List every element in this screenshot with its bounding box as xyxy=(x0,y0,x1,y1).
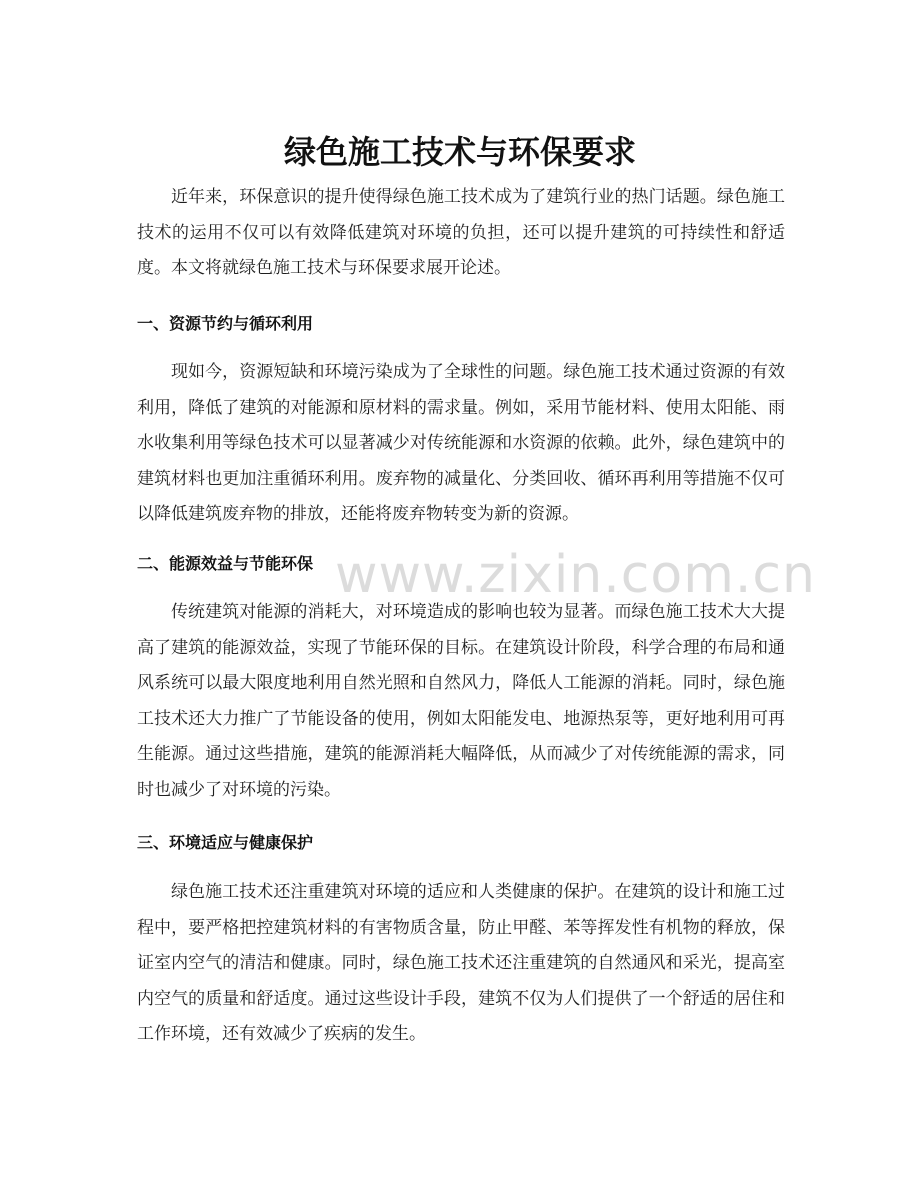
section-body-health: 绿色施工技术还注重建筑对环境的适应和人类健康的保护。在建筑的设计和施工过程中，要严格把控建筑材料的有害物质含量，防止甲醛、苯等挥发性有机物的释放，保证室内空气的清洁和健康。同时，绿色施工技术还注重建筑的自然通风和采光，提高室内空气的质量和舒适度。通过这些设计手段，建筑不仅为人们提供了一个舒适的居住和工作环境，还有效减少了疾病的发生。 xyxy=(137,882,785,1045)
section-heading-resource: 一、资源节约与循环利用 xyxy=(137,314,314,333)
section-body-resource: 现如今，资源短缺和环境污染成为了全球性的问题。绿色施工技术通过资源的有效利用，降低了建筑的对能源和原材料的需求量。例如，采用节能材料、使用太阳能、雨水收集利用等绿色技术可以显著减少对传统能源和水资源的依赖。此外，绿色建筑中的建筑材料也更加注重循环利用。废弃物的减量化、分类回收、循环再利用等措施不仅可以降低建筑废弃物的排放，还能将废弃物转变为新的资源。 xyxy=(137,362,785,525)
intro-paragraph: 近年来，环保意识的提升使得绿色施工技术成为了建筑行业的热门话题。绿色施工技术的运用不仅可以有效降低建筑对环境的负担，还可以提升建筑的可持续性和舒适度。本文将就绿色施工技术与环保要求展开论述。 xyxy=(137,187,785,279)
watermark: www.zixin.com.cn xyxy=(335,545,816,605)
section-body-energy: 传统建筑对能源的消耗大，对环境造成的影响也较为显著。而绿色施工技术大大提高了建筑的能源效益，实现了节能环保的目标。在建筑设计阶段，科学合理的布局和通风系统可以最大限度地利用自然光照和自然风力，降低人工能源的消耗。同时，绿色施工技术还大力推广了节能设备的使用，例如太阳能发电、地源热泵等，更好地利用可再生能源。通过这些措施，建筑的能源消耗大幅降低，从而减少了对传统能源的需求，同时也减少了对环境的污染。 xyxy=(137,602,785,800)
section-heading-energy: 二、能源效益与节能环保 xyxy=(137,554,314,573)
document-title: 绿色施工技术与环保要求 xyxy=(283,133,636,172)
section-heading-health: 三、环境适应与健康保护 xyxy=(137,833,314,852)
